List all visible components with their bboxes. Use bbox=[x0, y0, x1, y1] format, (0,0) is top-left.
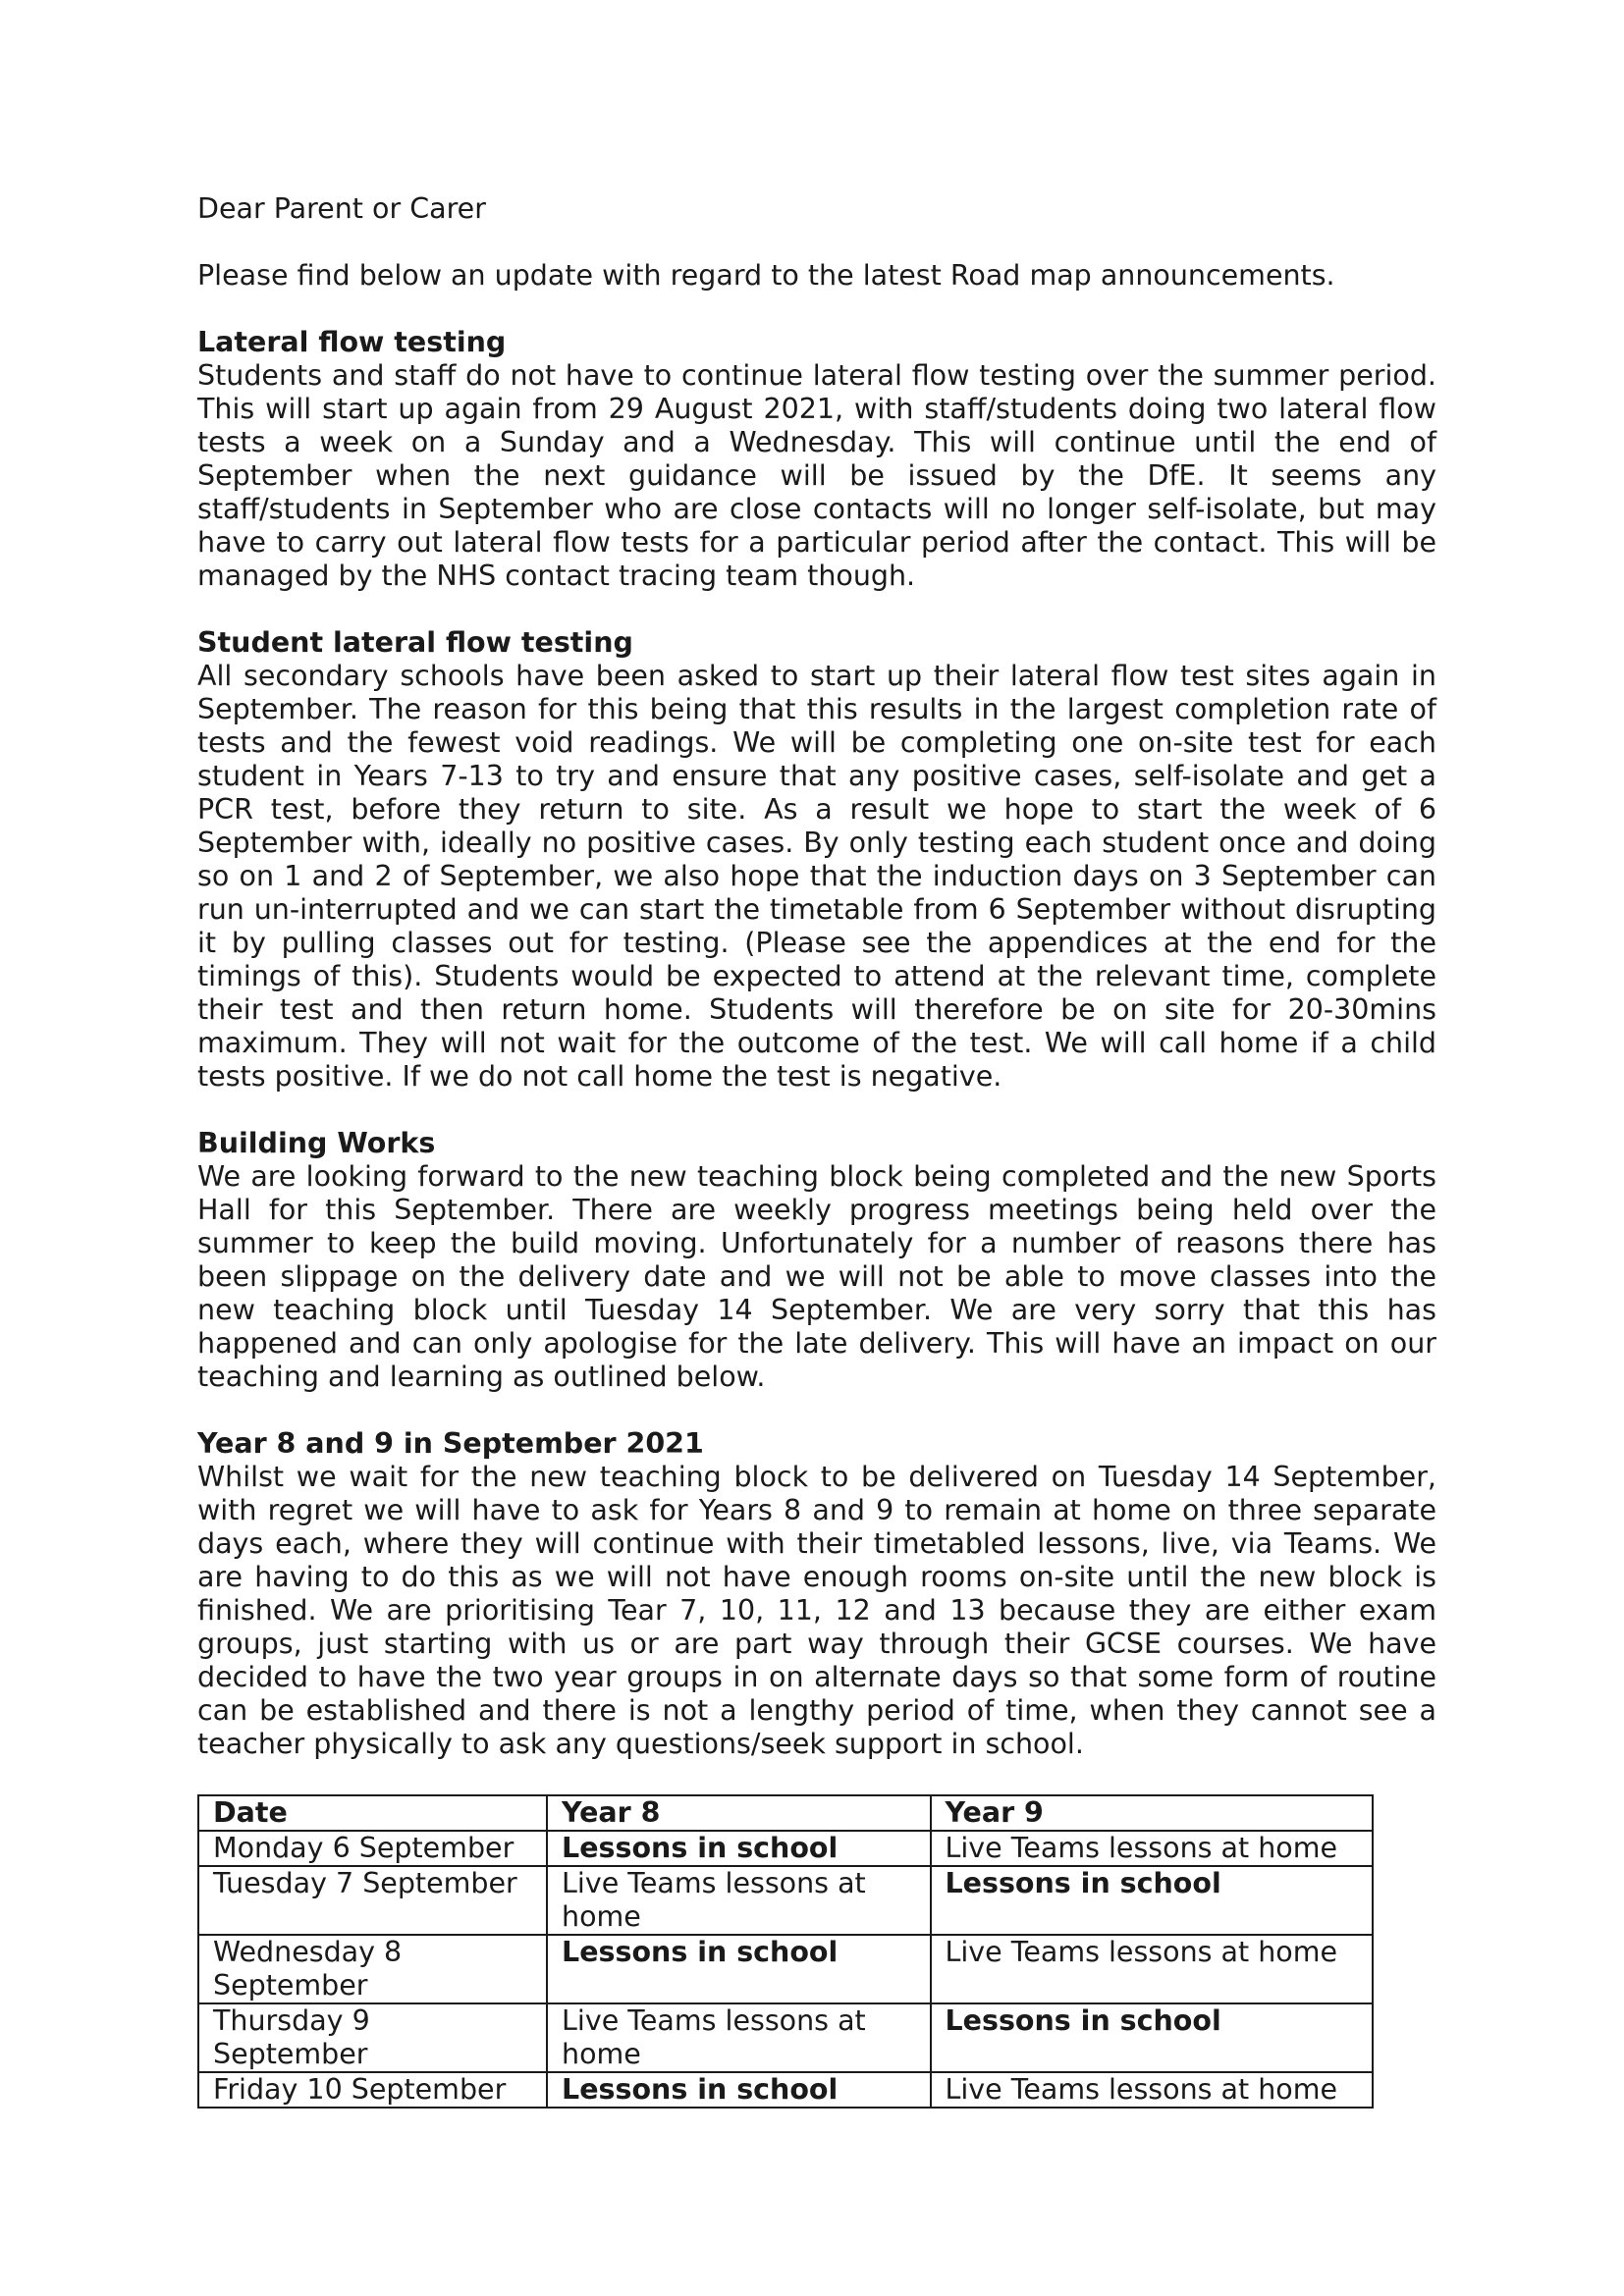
header-date: Date bbox=[198, 1795, 547, 1831]
section-heading: Building Works bbox=[197, 1127, 436, 1159]
cell-year-8: Lessons in school bbox=[547, 1831, 930, 1866]
section-heading: Student lateral flow testing bbox=[197, 626, 633, 659]
cell-date: Wednesday 8 September bbox=[198, 1935, 547, 2003]
table-row bbox=[198, 2072, 1373, 2108]
section-heading: Lateral flow testing bbox=[197, 326, 507, 358]
section-building-works bbox=[197, 1127, 1436, 1394]
cell-year-9: Lessons in school bbox=[931, 2003, 1374, 2072]
table-row bbox=[198, 1831, 1373, 1866]
section-student-lateral-flow bbox=[197, 626, 1436, 1094]
cell-year-8: Lessons in school bbox=[547, 2072, 930, 2108]
letter-page bbox=[197, 192, 1436, 2109]
section-lateral-flow bbox=[197, 326, 1436, 593]
cell-year-8: Lessons in school bbox=[547, 1935, 930, 2003]
cell-year-9: Live Teams lessons at home bbox=[931, 1935, 1374, 2003]
section-body: Whilst we wait for the new teaching block to be delivered on Tuesday 14 September, with regret we will have to ask for Years 8 and 9 to remain at home on three separate days each, where they will continue with their timetabled lessons, live, via Teams. We are having to do this as we will not have enough rooms on-site until the new block is finished. We are prioritising Tear 7, 10, 11, 12 and 13 because they are either exam groups, just starting with us or are part way through their GCSE courses. We have decided to have the two year groups in on alternate days so that some form of routine can be established and there is not a lengthy period of time, when they cannot see a teacher physically to ask any questions/seek support in school. bbox=[197, 1461, 1436, 1760]
intro-paragraph: Please find below an update with regard to the latest Road map announcements. bbox=[197, 259, 1335, 292]
salutation: Dear Parent or Carer bbox=[197, 192, 486, 225]
table-row bbox=[198, 2003, 1373, 2072]
cell-year-8: Live Teams lessons at home bbox=[547, 2003, 930, 2072]
cell-date: Thursday 9 September bbox=[198, 2003, 547, 2072]
cell-year-9: Live Teams lessons at home bbox=[931, 2072, 1374, 2108]
cell-date: Tuesday 7 September bbox=[198, 1866, 547, 1935]
header-year-8: Year 8 bbox=[547, 1795, 930, 1831]
section-heading: Year 8 and 9 in September 2021 bbox=[197, 1427, 704, 1460]
table-row bbox=[198, 1935, 1373, 2003]
cell-year-8: Live Teams lessons at home bbox=[547, 1866, 930, 1935]
schedule-table bbox=[197, 1794, 1374, 2109]
section-body: We are looking forward to the new teaching block being completed and the new Sports Hall for this September. There are weekly progress meetings being held over the summer to keep the build moving. Unfortunately for a number of reasons there has been slippage on the delivery date and we will not be able to move classes into the new teaching block until Tuesday 14 September. We are very sorry that this has happened and can only apologise for the late delivery. This will have an impact on our teaching and learning as outlined below. bbox=[197, 1160, 1436, 1393]
section-body: All secondary schools have been asked to start up their lateral flow test sites again in September. The reason for this being that this results in the largest completion rate of tests and the fewest void readings. We will be completing one on-site test for each student in Years 7-13 to try and ensure that any positive cases, self-isolate and get a PCR test, before they return to site. As a result we hope to start the week of 6 September with, ideally no positive cases. By only testing each student once and doing so on 1 and 2 of September, we also hope that the induction days on 3 September can run un-interrupted and we can start the timetable from 6 September without disrupting it by pulling classes out for testing. (Please see the appendices at the end for the timings of this). Students would be expected to attend at the relevant time, complete their test and then return home. Students will therefore be on site for 20-30mins maximum. They will not wait for the outcome of the test. We will call home if a child tests positive. If we do not call home the test is negative. bbox=[197, 660, 1436, 1093]
section-year-8-9 bbox=[197, 1427, 1436, 1761]
table-header-row bbox=[198, 1795, 1373, 1831]
cell-year-9: Live Teams lessons at home bbox=[931, 1831, 1374, 1866]
cell-year-9: Lessons in school bbox=[931, 1866, 1374, 1935]
header-year-9: Year 9 bbox=[931, 1795, 1374, 1831]
cell-date: Friday 10 September bbox=[198, 2072, 547, 2108]
table-row bbox=[198, 1866, 1373, 1935]
cell-date: Monday 6 September bbox=[198, 1831, 547, 1866]
section-body: Students and staff do not have to continue lateral flow testing over the summer period. This will start up again from 29 August 2021, with staff/students doing two lateral flow tests a week on a Sunday and a Wednesday. This will continue until the end of September when the next guidance will be issued by the DfE. It seems any staff/students in September who are close contacts will no longer self-isolate, but may have to carry out lateral flow tests for a particular period after the contact. This will be managed by the NHS contact tracing team though. bbox=[197, 359, 1436, 592]
